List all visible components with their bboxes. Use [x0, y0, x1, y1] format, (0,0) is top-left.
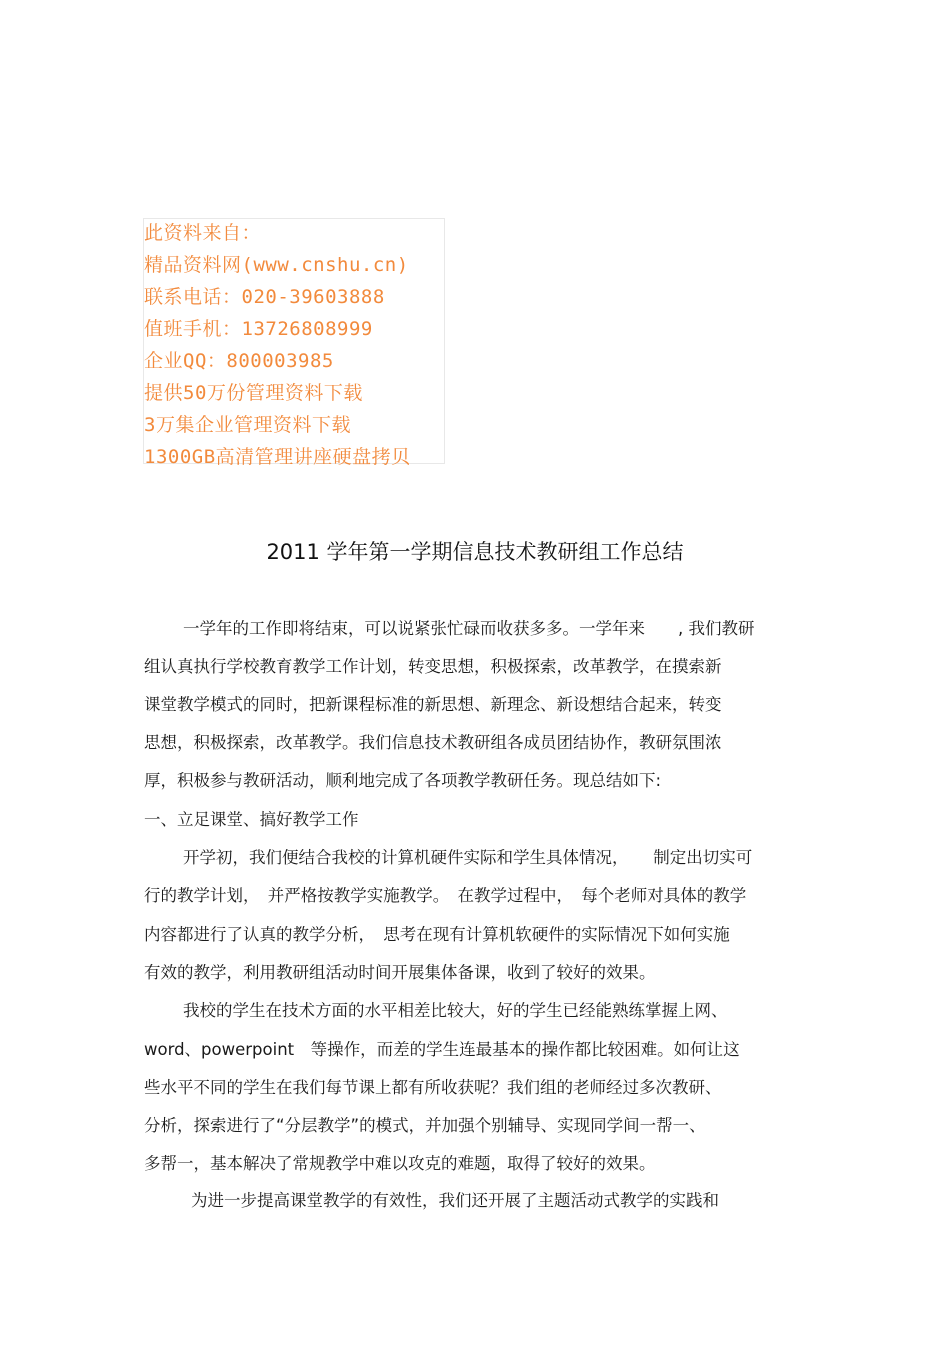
- ad-line: 此资料来自：: [144, 222, 262, 244]
- ad-line: 精品资料网(www.cnshu.cn): [144, 254, 409, 276]
- paragraph-line: 一学年的工作即将结束，可以说紧张忙碌而收获多多。一学年来 , 我们教研: [183, 619, 755, 638]
- ad-line: 值班手机：13726808999: [144, 318, 373, 340]
- paragraph-line: 我校的学生在技术方面的水平相差比较大，好的学生已经能熟练掌握上网、: [183, 1001, 728, 1020]
- section-heading: 一、立足课堂、搞好教学工作: [144, 810, 359, 829]
- ad-line: 3万集企业管理资料下载: [144, 414, 351, 436]
- ad-line: 1300GB高清管理讲座硬盘拷贝: [144, 446, 411, 468]
- ad-line: 企业QQ：800003985: [144, 350, 334, 372]
- paragraph-line: 为进一步提高课堂教学的有效性，我们还开展了主题活动式教学的实践和: [191, 1191, 719, 1210]
- paragraph-line: 内容都进行了认真的教学分析， 思考在现有计算机软硬件的实际情况下如何实施: [144, 925, 730, 944]
- paragraph-line: 些水平不同的学生在我们每节课上都有所收获呢？我们组的老师经过多次教研、: [144, 1078, 722, 1097]
- ad-line: 提供50万份管理资料下载: [144, 382, 363, 404]
- source-ad-box: [143, 218, 445, 468]
- paragraph-line: 分析，探索进行了“分层教学”的模式，并加强个别辅导、实现同学间一帮一、: [144, 1116, 706, 1135]
- paragraph-line: 有效的教学，利用教研组活动时间开展集体备课，收到了较好的效果。: [144, 963, 656, 982]
- paragraph-line: 厚，积极参与教研活动，顺利地完成了各项教学教研任务。现总结如下:: [144, 771, 662, 790]
- paragraph-line: 开学初，我们便结合我校的计算机硬件实际和学生具体情况， 制定出切实可: [183, 848, 753, 867]
- document-title: 2011 学年第一学期信息技术教研组工作总结: [266, 540, 684, 564]
- paragraph-line: 组认真执行学校教育教学工作计划，转变思想，积极探索，改革教学，在摸索新: [144, 657, 722, 676]
- paragraph-line: 课堂教学模式的同时，把新课程标准的新思想、新理念、新设想结合起来，转变: [144, 695, 722, 714]
- paragraph-line: word、powerpoint 等操作，而差的学生连最基本的操作都比较困难。如何让这: [144, 1040, 740, 1059]
- paragraph-line: 多帮一，基本解决了常规教学中难以攻克的难题，取得了较好的效果。: [144, 1154, 656, 1173]
- paragraph-line: 行的教学计划， 并严格按教学实施教学。 在教学过程中， 每个老师对具体的教学: [144, 886, 747, 905]
- ad-line: 联系电话：020-39603888: [144, 286, 385, 308]
- paragraph-line: 思想，积极探索，改革教学。我们信息技术教研组各成员团结协作，教研氛围浓: [144, 733, 722, 752]
